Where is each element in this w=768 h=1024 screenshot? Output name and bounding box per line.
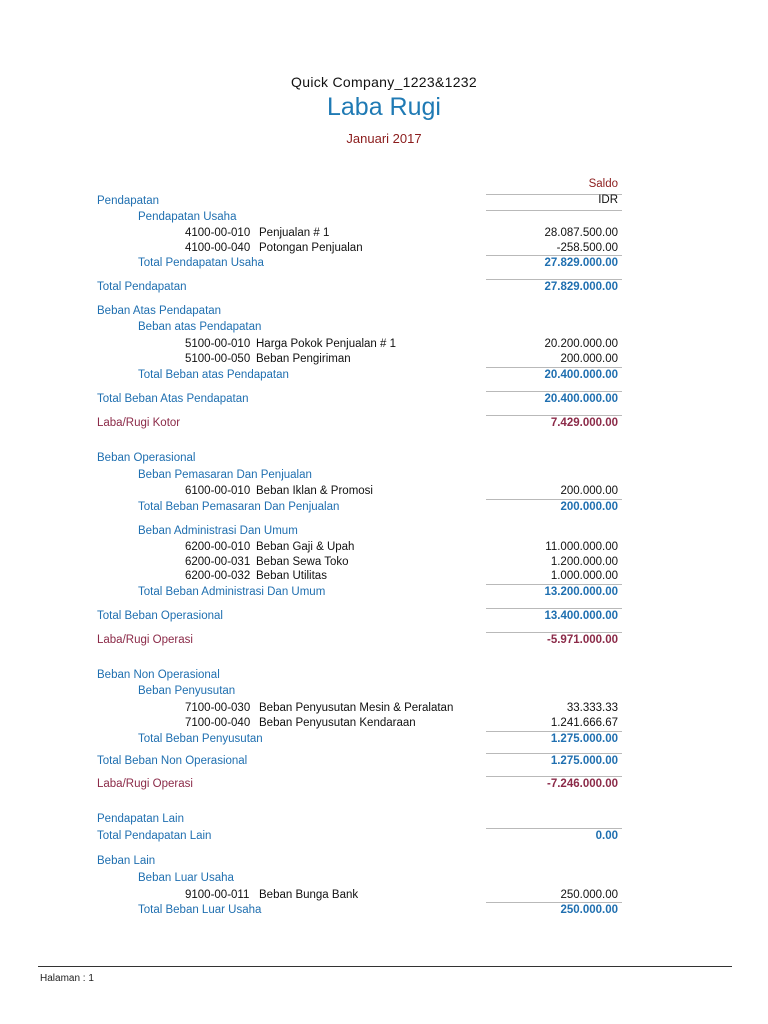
total-row — [0, 755, 768, 770]
profit-amount: 7.429.000.00 — [550, 417, 618, 429]
account-code: 6200-00-031 — [185, 556, 251, 568]
group-heading — [0, 872, 768, 887]
total-row — [0, 281, 768, 296]
subtotal-label: Total Beban Pemasaran Dan Penjualan — [138, 501, 340, 513]
group-heading — [0, 211, 768, 226]
account-code: 4100-00-040 — [185, 242, 251, 254]
group-label: Pendapatan Usaha — [138, 211, 237, 223]
account-row — [0, 570, 768, 585]
total-amount: 20.400.000.00 — [544, 393, 618, 405]
subtotal-amount: 20.400.000.00 — [544, 369, 618, 381]
footer-rule — [38, 966, 732, 967]
total-label: Total Pendapatan — [97, 281, 187, 293]
subtotal-amount: 200.000.00 — [560, 501, 618, 513]
total-label: Total Beban Atas Pendapatan — [97, 393, 249, 405]
currency-label: IDR — [598, 194, 618, 206]
account-amount: 1.241.666.67 — [550, 717, 618, 729]
subtotal-rule — [486, 367, 622, 368]
group-label: Beban atas Pendapatan — [138, 321, 262, 333]
account-name: Penjualan # 1 — [259, 227, 330, 239]
page-number: Halaman : 1 — [40, 973, 94, 984]
total-row — [0, 610, 768, 625]
total-amount: 27.829.000.00 — [544, 281, 618, 293]
section-heading — [0, 305, 768, 320]
section-label: Pendapatan — [97, 195, 160, 207]
account-row — [0, 338, 768, 353]
group-heading — [0, 685, 768, 700]
subtotal-amount: 13.200.000.00 — [544, 586, 618, 598]
account-name: Beban Penyusutan Kendaraan — [259, 717, 416, 729]
group-heading — [0, 525, 768, 540]
group-label: Beban Luar Usaha — [138, 872, 234, 884]
subtotal-rule — [486, 584, 622, 585]
subtotal-row — [0, 586, 768, 601]
subtotal-amount: 27.829.000.00 — [544, 257, 618, 269]
account-row — [0, 227, 768, 242]
total-rule — [486, 753, 622, 754]
account-amount: 1.200.000.00 — [550, 556, 618, 568]
group-heading — [0, 321, 768, 336]
account-amount: -258.500.00 — [556, 242, 618, 254]
saldo-column-header: Saldo — [588, 178, 618, 190]
subtotal-row — [0, 369, 768, 384]
account-name: Harga Pokok Penjualan # 1 — [256, 338, 397, 350]
subtotal-rule — [486, 902, 622, 903]
section-heading — [0, 195, 768, 210]
group-label: Beban Administrasi Dan Umum — [138, 525, 298, 537]
subtotal-rule — [486, 499, 622, 500]
group-label: Beban Penyusutan — [138, 685, 236, 697]
account-row — [0, 556, 768, 571]
total-row — [0, 393, 768, 408]
profit-label: Laba/Rugi Operasi — [97, 778, 193, 790]
total-amount: 1.275.000.00 — [550, 755, 618, 767]
report-title: Laba Rugi — [327, 93, 441, 121]
account-name: Beban Gaji & Upah — [256, 541, 355, 553]
section-heading — [0, 669, 768, 684]
account-code: 4100-00-010 — [185, 227, 251, 239]
subtotal-label: Total Beban Administrasi Dan Umum — [138, 586, 326, 598]
section-heading — [0, 452, 768, 467]
account-amount: 33.333.33 — [566, 702, 618, 714]
total-rule — [486, 632, 622, 633]
subtotal-amount: 250.000.00 — [560, 904, 618, 916]
total-rule — [486, 391, 622, 392]
total-amount: 0.00 — [595, 830, 618, 842]
account-row — [0, 541, 768, 556]
account-code: 5100-00-010 — [185, 338, 251, 350]
account-amount: 200.000.00 — [560, 485, 618, 497]
total-rule — [486, 608, 622, 609]
subtotal-row — [0, 733, 768, 748]
account-name: Beban Utilitas — [256, 570, 327, 582]
profit-row — [0, 417, 768, 432]
total-label: Total Pendapatan Lain — [97, 830, 212, 842]
account-name: Beban Iklan & Promosi — [256, 485, 373, 497]
subtotal-label: Total Beban Penyusutan — [138, 733, 263, 745]
report-period: Januari 2017 — [346, 131, 422, 146]
section-heading — [0, 813, 768, 828]
total-rule — [486, 279, 622, 280]
group-label: Beban Pemasaran Dan Penjualan — [138, 469, 312, 481]
profit-amount: -5.971.000.00 — [547, 634, 618, 646]
account-code: 7100-00-040 — [185, 717, 251, 729]
account-row — [0, 889, 768, 904]
section-label: Beban Operasional — [97, 452, 196, 464]
account-amount: 1.000.000.00 — [550, 570, 618, 582]
company-name: Quick Company_1223&1232 — [291, 74, 477, 90]
subtotal-label: Total Beban atas Pendapatan — [138, 369, 289, 381]
account-row — [0, 485, 768, 500]
total-amount: 13.400.000.00 — [544, 610, 618, 622]
account-row — [0, 702, 768, 717]
subtotal-label: Total Pendapatan Usaha — [138, 257, 264, 269]
section-label: Beban Non Operasional — [97, 669, 220, 681]
subtotal-label: Total Beban Luar Usaha — [138, 904, 262, 916]
total-label: Total Beban Non Operasional — [97, 755, 248, 767]
profit-amount: -7.246.000.00 — [547, 778, 618, 790]
account-amount: 250.000.00 — [560, 889, 618, 901]
total-rule — [486, 415, 622, 416]
section-label: Pendapatan Lain — [97, 813, 184, 825]
account-name: Potongan Penjualan — [259, 242, 363, 254]
account-code: 9100-00-011 — [185, 889, 250, 901]
account-row — [0, 717, 768, 732]
section-label: Beban Atas Pendapatan — [97, 305, 222, 317]
subtotal-amount: 1.275.000.00 — [550, 733, 618, 745]
subtotal-row — [0, 501, 768, 516]
account-code: 6200-00-010 — [185, 541, 251, 553]
account-row — [0, 353, 768, 368]
account-code: 6200-00-032 — [185, 570, 251, 582]
subtotal-row — [0, 257, 768, 272]
subtotal-rule — [486, 255, 622, 256]
account-code: 7100-00-030 — [185, 702, 251, 714]
account-amount: 11.000.000.00 — [545, 541, 618, 553]
group-heading — [0, 469, 768, 484]
section-heading — [0, 855, 768, 870]
profit-row — [0, 634, 768, 649]
account-name: Beban Pengiriman — [256, 353, 351, 365]
account-amount: 20.200.000.00 — [544, 338, 618, 350]
total-rule — [486, 828, 622, 829]
total-label: Total Beban Operasional — [97, 610, 223, 622]
account-row — [0, 242, 768, 257]
profit-row — [0, 778, 768, 793]
account-name: Beban Bunga Bank — [259, 889, 359, 901]
account-amount: 28.087.500.00 — [544, 227, 618, 239]
account-code: 6100-00-010 — [185, 485, 251, 497]
account-name: Beban Sewa Toko — [256, 556, 349, 568]
profit-label: Laba/Rugi Kotor — [97, 417, 181, 429]
total-row — [0, 830, 768, 845]
account-amount: 200.000.00 — [560, 353, 618, 365]
total-rule — [486, 776, 622, 777]
profit-label: Laba/Rugi Operasi — [97, 634, 193, 646]
subtotal-row — [0, 904, 768, 919]
account-name: Beban Penyusutan Mesin & Peralatan — [259, 702, 454, 714]
section-label: Beban Lain — [97, 855, 156, 867]
account-code: 5100-00-050 — [185, 353, 251, 365]
subtotal-rule — [486, 731, 622, 732]
